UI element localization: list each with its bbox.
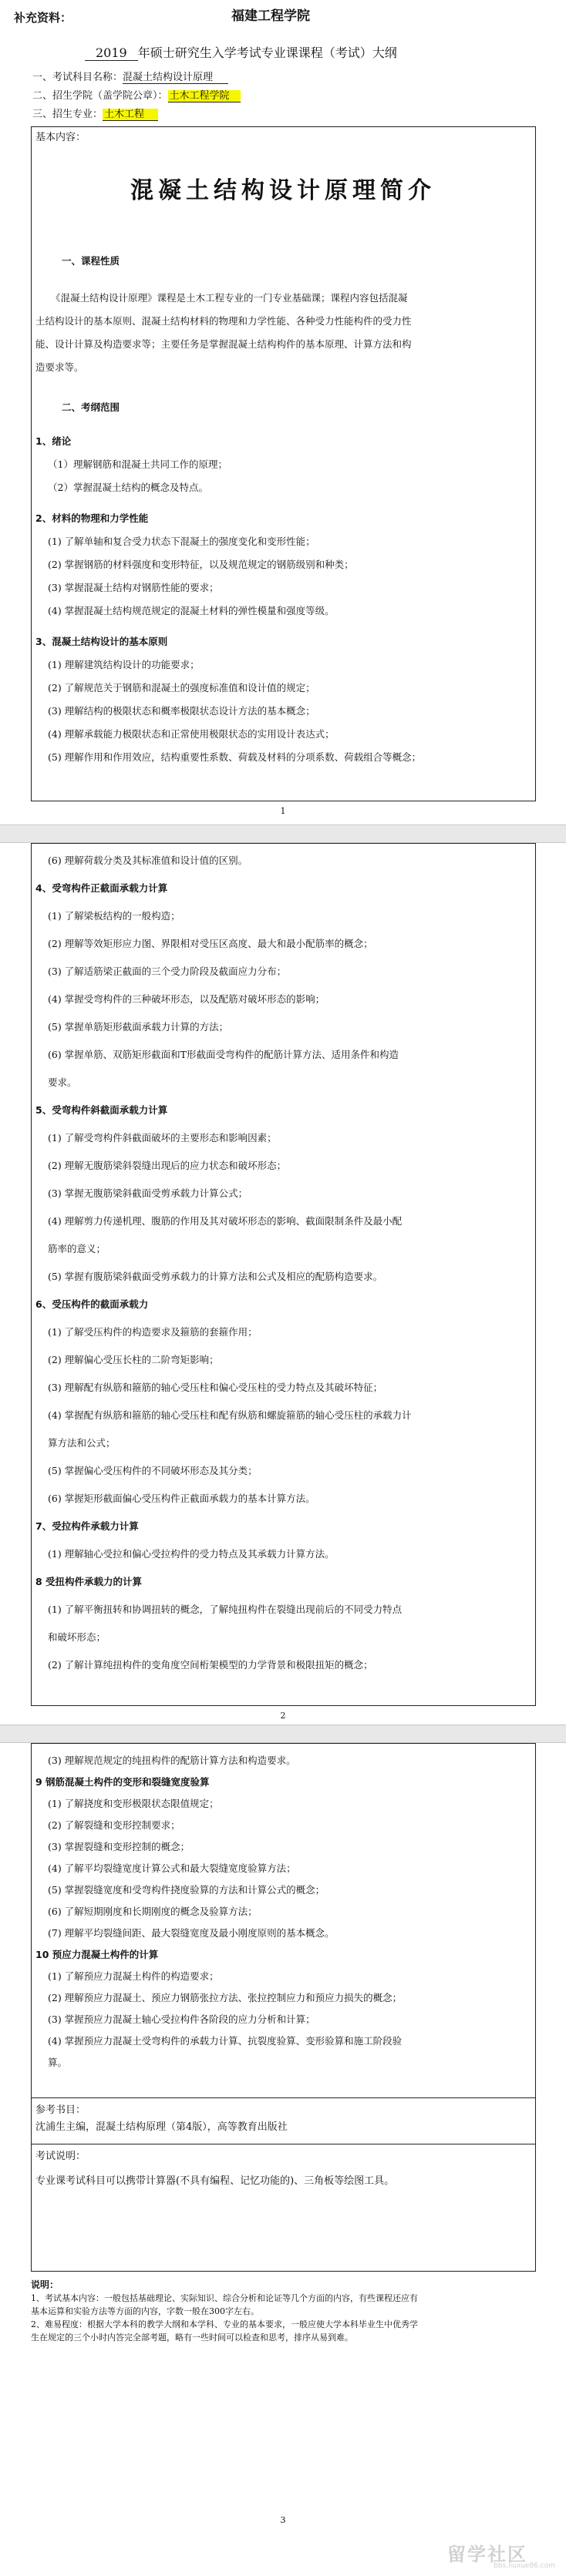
refs-divider	[31, 2097, 536, 2098]
body-line: 能、设计计算及构造要求等；主要任务是掌握混凝土结构构件的基本原理、计算方法和构	[35, 338, 412, 350]
body-line: (3) 了解适筋梁正截面的三个受力阶段及截面应力分布；	[48, 966, 287, 977]
body-line: (2) 理解偏心受压长柱的二阶弯矩影响；	[48, 1354, 219, 1365]
body-line: (4) 掌握预应力混凝土受弯构件的承载力计算、抗裂度验算、变形验算和施工阶段验	[48, 2035, 403, 2047]
page-1	[0, 0, 566, 825]
body-line: (4) 掌握配有纵筋和箍筋的轴心受压柱和配有纵筋和螺旋箍筋的轴心受压柱的承载力计	[48, 1409, 412, 1421]
exam-year: 2019	[85, 45, 138, 61]
body-line: (3) 理解配有纵筋和箍筋的轴心受压柱和偏心受压柱的受力特点及其破坏特征；	[48, 1382, 383, 1393]
body-line: (6) 理解荷载分类及其标准值和设计值的区别。	[48, 855, 248, 866]
body-line: 3、混凝土结构设计的基本原则	[35, 636, 168, 647]
college-value: 土木工程学院	[168, 90, 241, 102]
body-line: （2）掌握混凝土结构的概念及特点。	[48, 482, 208, 493]
subject-value: 混凝土结构设计原理	[123, 72, 228, 84]
watermark-logo	[447, 2539, 555, 2570]
watermark-text: 留学社区	[447, 2544, 527, 2565]
body-line: (5) 掌握单筋矩形截面承载力计算的方法；	[48, 1021, 229, 1033]
body-line: (4) 了解平均裂缝宽度计算公式和最大裂缝宽度验算方法；	[48, 1862, 296, 1874]
body-line: (3) 掌握裂缝和变形控制的概念；	[48, 1841, 190, 1852]
body-line: (4) 掌握受弯构件的三种破坏形态，以及配筋对破坏形态的影响；	[48, 993, 325, 1005]
body-line: (5) 掌握裂缝宽度和受弯构件挠度验算的方法和计算公式的概念；	[48, 1884, 325, 1896]
watermark-url: bbs.liuxue86.com	[494, 2562, 555, 2570]
page-number-1: 1	[280, 806, 286, 816]
refs-value: 沈浦生主编，混凝土结构原理（第4版），高等教育出版社	[35, 2121, 288, 2133]
body-line: (6) 掌握单筋、双筋矩形截面和T形截面受弯构件的配筋计算方法、适用条件和构造	[48, 1049, 399, 1060]
page-separator-2	[0, 1725, 566, 1743]
note-line: 1、考试基本内容：一般包括基础理论、实际知识、综合分析和论证等几个方面的内容，有些课程还应有	[31, 2293, 418, 2303]
body-line: (1) 了解受弯构件斜截面破坏的主要形态和影响因素；	[48, 1132, 277, 1144]
school-name: 福建工程学院	[231, 8, 310, 24]
body-line: (3) 掌握预应力混凝土轴心受拉构件各阶段的应力分析和计算；	[48, 2013, 315, 2025]
exam-notes-value: 专业课考试科目可以携带计算器(不具有编程、记忆功能的)、三角板等绘图工具。	[35, 2175, 395, 2187]
subject-row: 一、考试科目名称：混凝土结构设计原理	[32, 71, 228, 85]
document-title	[85, 46, 397, 60]
note-line: 生在规定的三个小时内答完全部考题，略有一些时间可以检查和思考，排序从易到难。	[31, 2333, 353, 2343]
refs-label: 参考书目：	[35, 2104, 86, 2116]
body-line: (2) 了解裂缝和变形控制要求；	[48, 1819, 180, 1831]
college-row: 二、招生学院（盖学院公章）： 土木工程学院	[32, 89, 241, 103]
body-line: (2) 理解无腹筋梁斜裂缝出现后的应力状态和破坏形态；	[48, 1160, 287, 1171]
body-line: (3) 理解规范规定的纯扭构件的配筋计算方法和构造要求。	[48, 1755, 296, 1766]
body-line: (4) 掌握混凝土结构规范规定的混凝土材料的弹性模量和强度等级。	[48, 605, 335, 616]
body-line: 算方法和公式；	[48, 1437, 116, 1449]
body-line: 10 预应力混凝土构件的计算	[35, 1949, 159, 1960]
intro-title: 混凝土结构设计原理简介	[130, 177, 436, 204]
body-line: (1) 了解挠度和变形极限状态限值规定；	[48, 1798, 219, 1809]
note-line: 2、难易程度：根据大学本科的教学大纲和本学科、专业的基本要求，一般应使大学本科毕业生中优秀学	[31, 2319, 418, 2329]
page-separator-1	[0, 825, 566, 843]
body-line: 一、课程性质	[62, 255, 120, 267]
title-text: 年硕士研究生入学考试专业课课程（考试）大纲	[137, 45, 397, 60]
body-line: (1) 理解建筑结构设计的功能要求；	[48, 659, 200, 670]
body-line: 7、受拉构件承载力计算	[35, 1520, 139, 1532]
body-line: (5) 掌握有腹筋梁斜截面受剪承载力的计算方法和公式及相应的配筋构造要求。	[48, 1271, 383, 1282]
body-line: 4、受弯构件正截面承载力计算	[35, 882, 168, 894]
body-line: 土结构设计的基本原则、混凝土结构材料的物理和力学性能、各种受力性能构件的受力性	[35, 315, 412, 327]
body-line: 二、考纲范围	[62, 401, 120, 413]
page-3	[0, 1743, 566, 2576]
page-number-2: 2	[280, 1711, 286, 1721]
body-line: 《混凝土结构设计原理》课程是土木工程专业的一门专业基础课；课程内容包括混凝	[51, 292, 408, 304]
body-line: 和破坏形态；	[48, 1631, 106, 1643]
major-value: 土木工程	[103, 109, 158, 121]
body-line: (2) 理解等效矩形应力图、界限相对受压区高度、最大和最小配筋率的概念；	[48, 938, 373, 949]
body-line: (4) 理解剪力传递机理、腹筋的作用及其对破坏形态的影响、截面限制条件及最小配	[48, 1215, 403, 1227]
body-line: (5) 掌握偏心受压构件的不同破坏形态及其分类；	[48, 1465, 258, 1476]
body-line: (2) 理解预应力混凝土、预应力钢筋张拉方法、张拉控制应力和预应力损失的概念；	[48, 1992, 403, 2003]
basic-content-label: 基本内容：	[35, 132, 86, 143]
note-line: 基本运算和实验方法等方面的内容，字数一般在300字左右。	[31, 2306, 259, 2316]
body-line: 算。	[48, 2057, 68, 2068]
body-line: (1) 了解预应力混凝土构件的构造要求；	[48, 1970, 219, 1982]
body-line: (3) 掌握无腹筋梁斜截面受剪承载力计算公式；	[48, 1187, 248, 1199]
body-line: (1) 理解轴心受拉和偏心受拉构件的受力特点及其承载力计算方法。	[48, 1548, 335, 1560]
body-line: (2) 掌握钢筋的材料强度和变形特征，以及规范规定的钢筋级别和种类；	[48, 559, 354, 570]
body-line: (7) 理解平均裂缝间距、最大裂缝宽度及最小刚度原则的基本概念。	[48, 1927, 335, 1939]
body-line: (4) 理解承载能力极限状态和正常使用极限状态的实用设计表达式；	[48, 728, 335, 740]
body-line: 8 受扭构件承载力的计算	[35, 1576, 143, 1587]
body-line: 筋率的意义；	[48, 1243, 106, 1254]
body-line: (1) 了解平衡扭转和协调扭转的概念，了解纯扭构件在裂缝出现前后的不同受力特点	[48, 1604, 403, 1615]
body-line: 要求。	[48, 1076, 77, 1088]
body-line: (1) 了解受压构件的构造要求及箍筋的套箍作用；	[48, 1326, 258, 1338]
body-line: (2) 了解规范关于钢筋和混凝土的强度标准值和设计值的规定；	[48, 682, 315, 694]
body-line: （1）理解钢筋和混凝土共同工作的原理；	[48, 458, 227, 470]
page-number-3: 3	[280, 2515, 286, 2525]
body-line: (5) 理解作用和作用效应，结构重要性系数、荷载及材料的分项系数、荷载组合等概念；	[48, 751, 422, 763]
exam-notes-label: 考试说明：	[35, 2151, 86, 2162]
major-row: 三、招生专业： 土木工程	[32, 108, 158, 122]
body-line: 5、受弯构件斜截面承载力计算	[35, 1104, 168, 1116]
body-line: (3) 理解结构的极限状态和概率极限状态设计方法的基本概念；	[48, 705, 315, 717]
body-line: 造要求等。	[35, 361, 84, 373]
body-line: (1) 了解梁板结构的一般构造；	[48, 910, 180, 922]
body-line: 6、受压构件的截面承载力	[35, 1298, 149, 1310]
body-line: (3) 掌握混凝土结构对钢筋性能的要求；	[48, 582, 219, 593]
body-line: 9 钢筋混凝土构件的变形和裂缝宽度验算	[35, 1776, 210, 1788]
body-line: (6) 了解短期刚度和长期刚度的概念及验算方法；	[48, 1906, 258, 1917]
notes-label: 说明：	[31, 2279, 59, 2290]
supplement-label: 补充资料：	[14, 11, 72, 25]
body-line: (1) 了解单轴和复合受力状态下混凝土的强度变化和变形性能；	[48, 536, 315, 547]
page-2	[0, 843, 566, 1725]
body-line: (6) 掌握矩形截面偏心受压构件正截面承载力的基本计算方法。	[48, 1493, 315, 1504]
body-line: (2) 了解计算纯扭构件的变角度空间桁架模型的力学背景和极限扭矩的概念；	[48, 1659, 373, 1671]
body-line: 2、材料的物理和力学性能	[35, 512, 149, 524]
body-line: 1、绪论	[35, 435, 72, 447]
